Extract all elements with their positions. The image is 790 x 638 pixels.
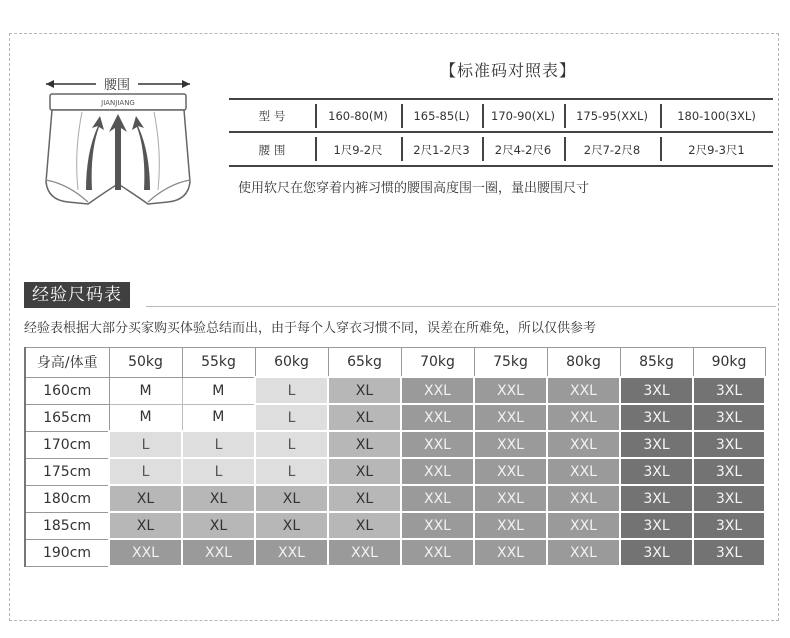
size-cell: 3XL: [693, 485, 765, 512]
size-cell: XL: [109, 485, 182, 512]
weight-header: 65kg: [328, 348, 401, 378]
size-cell: XXL: [474, 512, 547, 539]
size-cell: XL: [328, 458, 401, 485]
table-header-row: [25, 348, 765, 378]
brand-label: JIANJIANG: [101, 99, 135, 107]
size-cell: XL: [328, 404, 401, 431]
size-cell: M: [109, 377, 182, 404]
table-top-rule: [229, 98, 773, 100]
height-cell: 165cm: [25, 404, 109, 431]
size-cell: XXL: [255, 539, 328, 566]
table-row: [25, 377, 765, 404]
size-cell: M: [182, 377, 255, 404]
size-cell: 3XL: [620, 485, 693, 512]
size-cell: XXL: [109, 539, 182, 566]
waist-xxl: 2尺7-2尺8: [564, 142, 660, 158]
weight-header: 50kg: [109, 348, 182, 378]
size-cell: L: [182, 431, 255, 458]
weight-header: 60kg: [255, 348, 328, 378]
weight-header: 75kg: [474, 348, 547, 378]
section-divider: [146, 306, 776, 307]
size-cell: XL: [255, 512, 328, 539]
waist-label: 腰围: [103, 78, 131, 93]
size-cell: XXL: [547, 431, 620, 458]
corner-cell: 身高/体重: [25, 348, 109, 378]
size-cell: 3XL: [620, 404, 693, 431]
table-row: [25, 539, 765, 566]
weight-header: 85kg: [620, 348, 693, 378]
model-3xl: 180-100(3XL): [660, 109, 773, 123]
height-cell: 185cm: [25, 512, 109, 539]
size-cell: XXL: [547, 539, 620, 566]
size-cell: XXL: [474, 539, 547, 566]
size-cell: 3XL: [693, 431, 765, 458]
weight-header: 90kg: [693, 348, 765, 378]
size-cell: XXL: [547, 377, 620, 404]
model-label: 型 号: [258, 109, 286, 123]
size-cell: L: [109, 431, 182, 458]
size-cell: L: [255, 431, 328, 458]
underwear-illustration: [38, 72, 218, 222]
size-cell: XL: [182, 512, 255, 539]
size-cell: L: [109, 458, 182, 485]
waist-3xl: 2尺9-3尺1: [660, 142, 773, 158]
size-cell: 3XL: [620, 512, 693, 539]
size-cell: L: [255, 377, 328, 404]
model-xxl: 175-95(XXL): [564, 109, 660, 123]
waist-xl: 2尺4-2尺6: [482, 142, 564, 158]
size-cell: 3XL: [693, 404, 765, 431]
size-cell: XL: [109, 512, 182, 539]
size-cell: 3XL: [693, 377, 765, 404]
size-cell: XL: [182, 485, 255, 512]
experience-chart-description: 经验表根据大部分买家购买体验总结而出，由于每个人穿衣习惯不同，误差在所难免，所以仅供参考: [24, 321, 597, 336]
size-cell: L: [255, 404, 328, 431]
table-row: [25, 485, 765, 512]
waist-m: 1尺9-2尺: [315, 142, 401, 158]
weight-header: 70kg: [401, 348, 474, 378]
model-m: 160-80(M): [315, 109, 401, 123]
table-row: [25, 512, 765, 539]
waist-row-label: 腰 围: [258, 143, 286, 157]
height-cell: 170cm: [25, 431, 109, 458]
size-cell: M: [109, 404, 182, 431]
size-cell: 3XL: [693, 539, 765, 566]
experience-chart-title: 经验尺码表: [24, 282, 130, 308]
size-cell: XXL: [401, 431, 474, 458]
size-cell: 3XL: [693, 458, 765, 485]
size-cell: XXL: [401, 404, 474, 431]
table-bottom-rule: [229, 165, 773, 167]
size-cell: XXL: [401, 539, 474, 566]
size-cell: XL: [328, 485, 401, 512]
size-cell: M: [182, 404, 255, 431]
height-cell: 175cm: [25, 458, 109, 485]
size-cell: XXL: [401, 485, 474, 512]
table-row: [25, 431, 765, 458]
size-cell: XXL: [401, 377, 474, 404]
height-cell: 190cm: [25, 539, 109, 566]
size-cell: XXL: [401, 512, 474, 539]
size-cell: XL: [328, 431, 401, 458]
size-cell: L: [182, 458, 255, 485]
size-cell: 3XL: [620, 431, 693, 458]
weight-header: 55kg: [182, 348, 255, 378]
size-cell: XXL: [474, 458, 547, 485]
table-row: [25, 458, 765, 485]
size-cell: XXL: [401, 458, 474, 485]
experience-size-table: [24, 347, 766, 567]
size-cell: XXL: [182, 539, 255, 566]
model-xl: 170-90(XL): [482, 109, 564, 123]
size-cell: XXL: [547, 404, 620, 431]
size-cell: 3XL: [620, 539, 693, 566]
size-cell: XXL: [547, 512, 620, 539]
waist-l: 2尺1-2尺3: [401, 142, 482, 158]
size-cell: XL: [328, 377, 401, 404]
size-cell: XXL: [328, 539, 401, 566]
size-cell: XXL: [547, 485, 620, 512]
model-row: [229, 108, 773, 124]
size-cell: XL: [255, 485, 328, 512]
table-row: [25, 404, 765, 431]
waist-row: [229, 142, 773, 158]
size-cell: XL: [328, 512, 401, 539]
size-cell: 3XL: [620, 377, 693, 404]
table-mid-rule: [229, 131, 773, 133]
model-l: 165-85(L): [401, 109, 482, 123]
standard-chart-title: 【标准码对照表】: [440, 61, 577, 80]
size-cell: XXL: [474, 485, 547, 512]
size-cell: XXL: [474, 404, 547, 431]
height-cell: 180cm: [25, 485, 109, 512]
size-cell: L: [255, 458, 328, 485]
size-cell: XXL: [474, 431, 547, 458]
size-cell: XXL: [547, 458, 620, 485]
size-cell: 3XL: [620, 458, 693, 485]
size-cell: XXL: [474, 377, 547, 404]
height-cell: 160cm: [25, 377, 109, 404]
measure-note: 使用软尺在您穿着内裤习惯的腰围高度围一圈，量出腰围尺寸: [238, 181, 590, 196]
weight-header: 80kg: [547, 348, 620, 378]
size-cell: 3XL: [693, 512, 765, 539]
